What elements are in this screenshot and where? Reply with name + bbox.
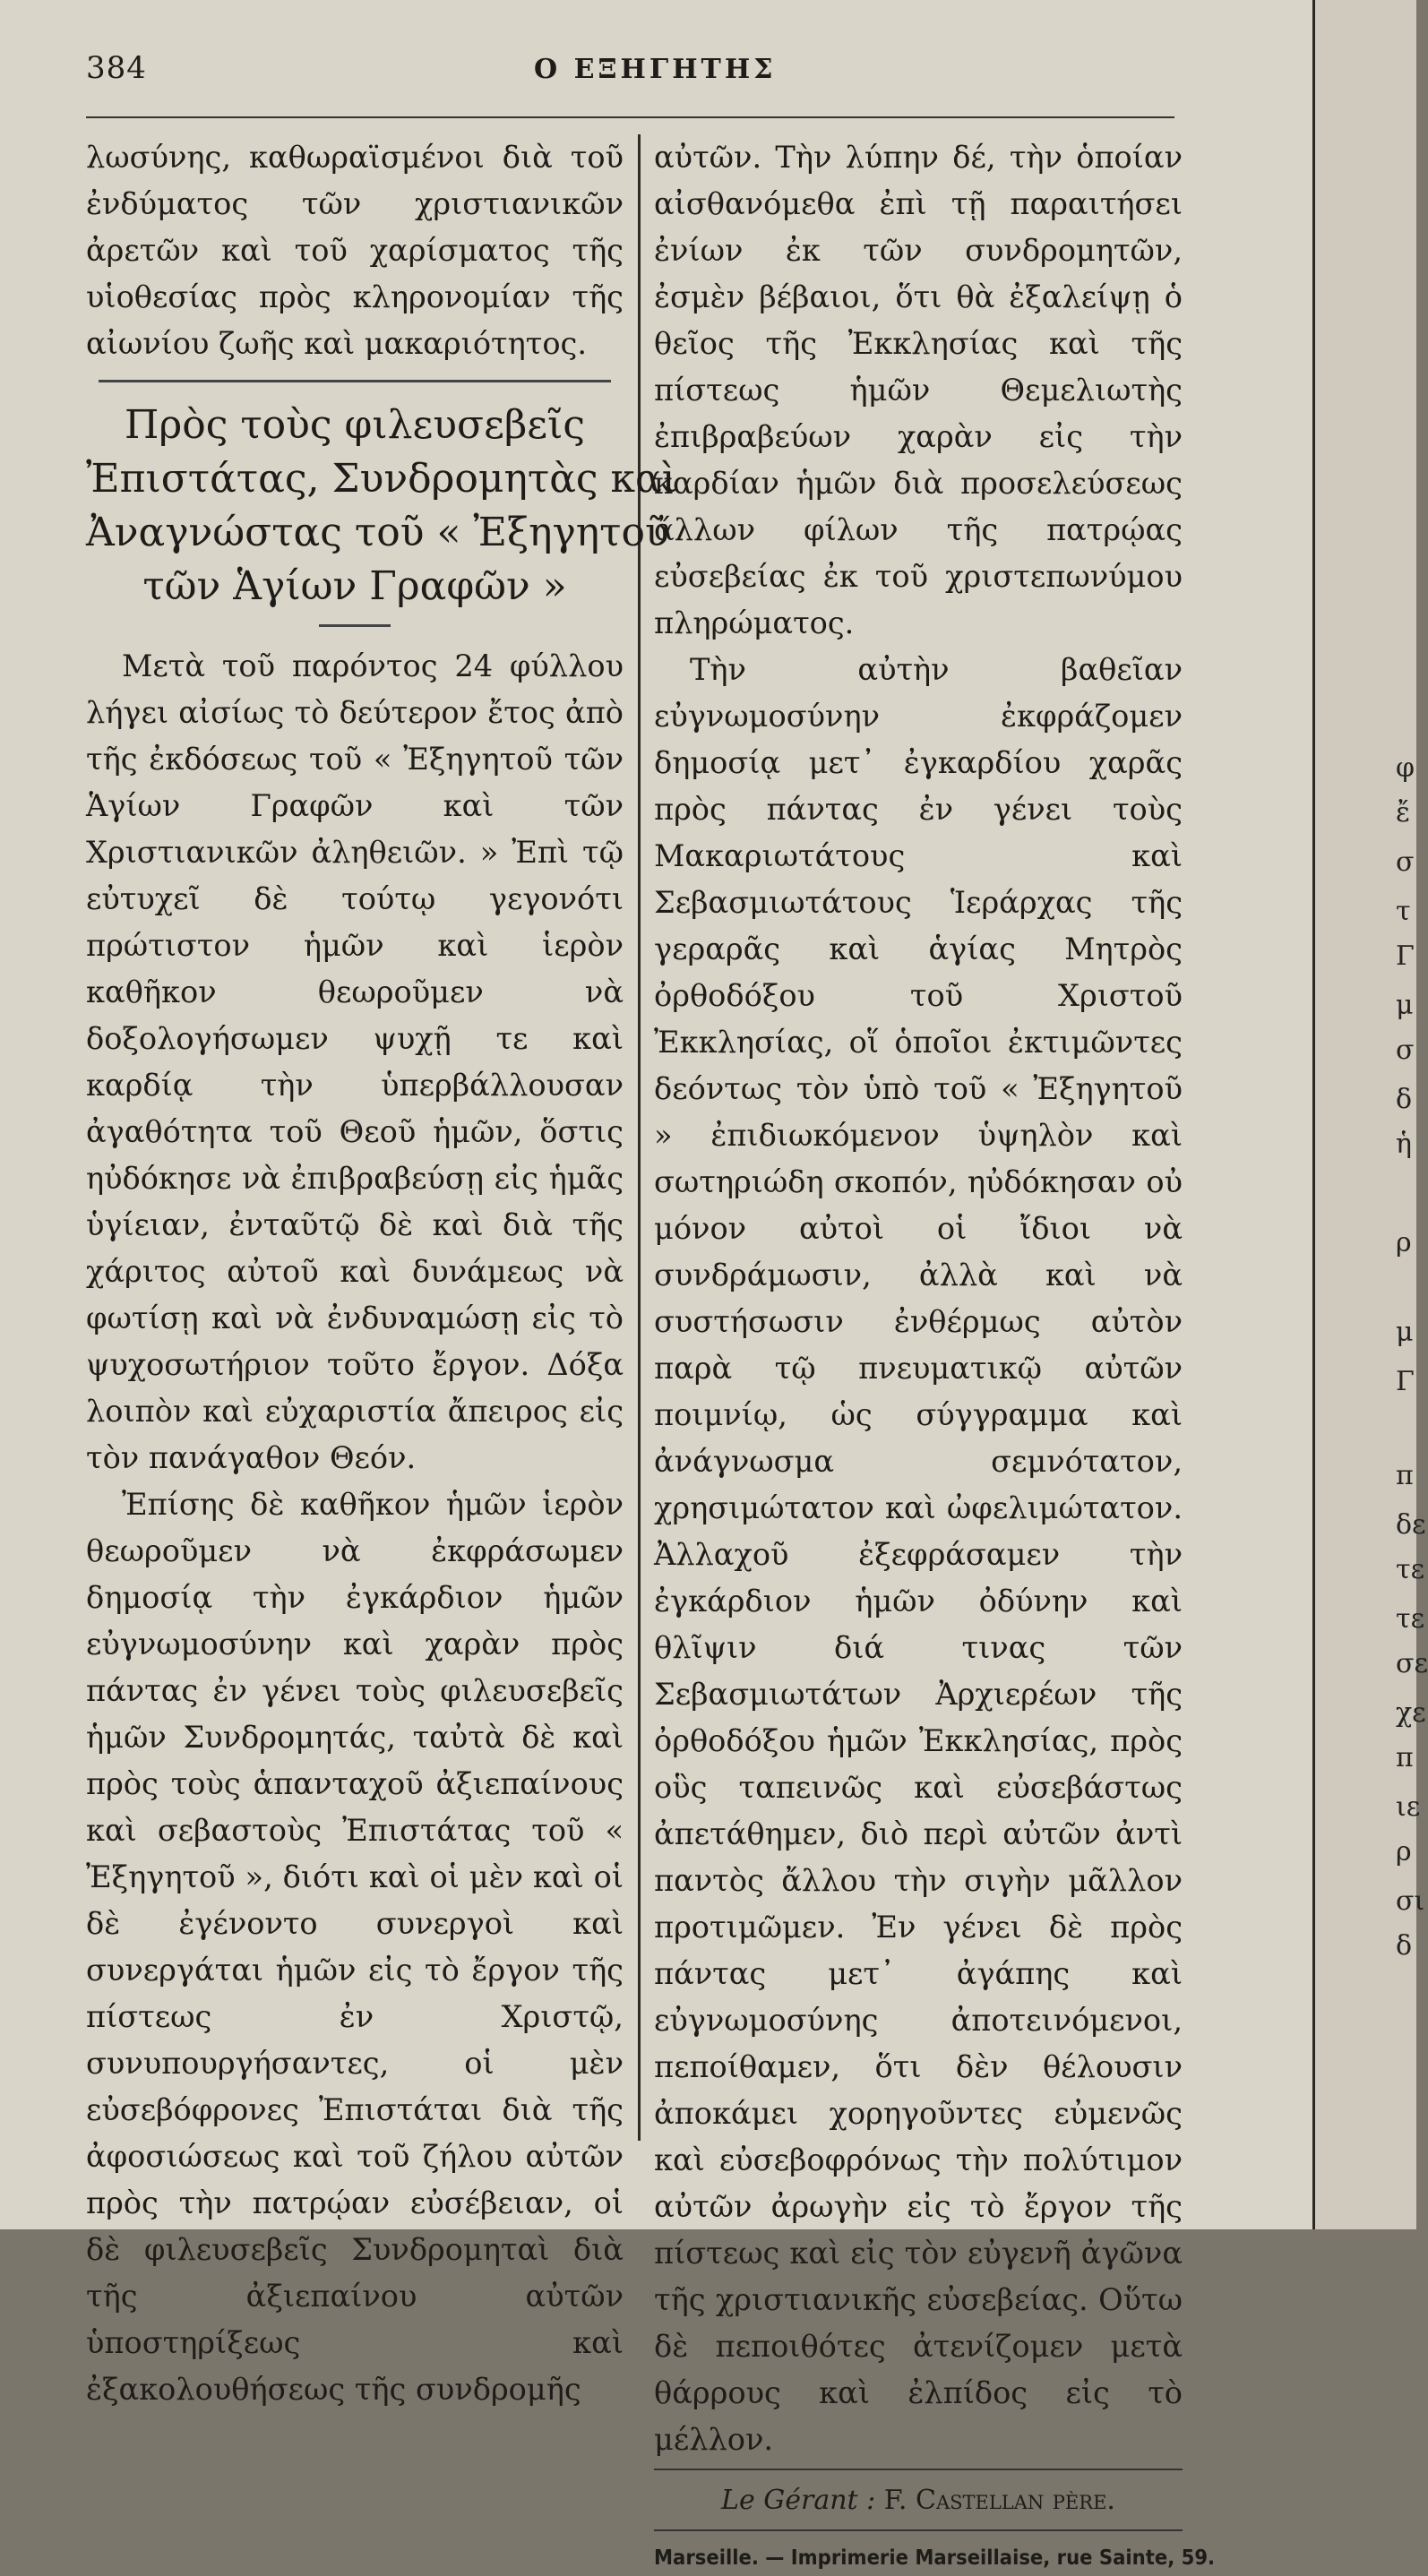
- edge-glyph: δ: [1396, 1084, 1413, 1115]
- left-column: [86, 134, 678, 2413]
- edge-glyph: Γ: [1396, 1366, 1415, 1397]
- edge-glyph: μ: [1396, 1317, 1414, 1348]
- gerant-label: Le Gérant :: [721, 2485, 876, 2516]
- edge-glyph: ρ: [1396, 1836, 1412, 1868]
- edge-glyph: χε: [1396, 1697, 1426, 1729]
- edge-glyph: τ: [1396, 896, 1411, 927]
- article-paragraph: αὐτῶν. Τὴν λύπην δέ, τὴν ὁποίαν αἰσθανόμεθα ἐπὶ τῇ παραιτήσει ἐνίων ἐκ τῶν συνδρομητῶν, ἐσμὲν βέβαιοι, ὅτι θὰ ἐξαλείψῃ ὁ θεῖος τῆς Ἐκκλησίας καὶ τῆς πίστεως ἡμῶν Θεμελιωτὴς ἐπιβραβεύων χαρὰν εἰς τὴν καρδίαν ἡμῶν διὰ προσελεύσεως ἄλλων φίλων τῆς πατρῴας εὐσεβείας ἐκ τοῦ χριστεπωνύμου πληρώματος.: [654, 140, 1183, 640]
- edge-glyph: δ: [1396, 1930, 1413, 1962]
- edge-glyph: δε: [1396, 1509, 1426, 1541]
- article-paragraph: Τὴν αὐτὴν βαθεῖαν εὐγνωμοσύνην ἐκφράζομεν δημοσίᾳ μετ᾽ ἐγκαρδίου χαρᾶς πρὸς πάντας ἐν γένει τοὺς Μακαριωτάτους καὶ Σεβασμιωτάτους Ἱεράρχας τῆς γεραρᾶς καὶ ἁγίας Μητρὸς ὀρθοδόξου τοῦ Χριστοῦ Ἐκκλησίας, οἵ ὁποῖοι ἐκτιμῶντες δεόντως τὸν ὑπὸ τοῦ « Ἐξηγητοῦ » ἐπιδιωκόμενον ὑψηλὸν καὶ σωτηριώδη σκοπόν, ηὐδόκησαν οὐ μόνον αὐτοὶ οἱ ἴδιοι νὰ συνδράμωσιν, ἀλλὰ καὶ νὰ συστήσωσιν ἐνθέρμως αὐτὸν παρὰ τῷ πνευματικῷ αὐτῶν ποιμνίῳ, ὡς σύγγραμμα καὶ ἀνάγνωσμα σεμνότατον, χρησιμώτατον καὶ ὠφελιμώτατον. Ἀλλαχοῦ ἐξεφράσαμεν τὴν ἐγκάρδιον ἡμῶν ὀδύνην καὶ θλῖψιν διά τινας τῶν Σεβασμιωτάτων Ἀρχιερέων τῆς ὀρθοδόξου ἡμῶν Ἐκκλησίας, πρὸς οὓς ταπεινῶς καὶ εὐσεβάστως ἀπετάθημεν, διὸ περὶ αὐτῶν ἀντὶ παντὸς ἄλλου τὴν σιγὴν μᾶλλον προτιμῶμεν. Ἐν γένει δὲ πρὸς πάντας μετ᾽ ἀγάπης καὶ εὐγνωμοσύνης ἀποτεινόμενοι, πεποίθαμεν, ὅτι δὲν θέλουσιν ἀποκάμει χορηγοῦντες εὐμενῶς καὶ εὐσεβοφρόνως τὴν πολύτιμον αὐτῶν ἀρωγὴν εἰς τὸ ἔργον τῆς πίστεως καὶ εἰς τὸν εὐγενῆ ἀγῶνα τῆς χριστιανικῆς εὐσεβείας. Οὕτω δὲ πεποιθότες ἀτενίζομεν μετὰ θάρρους καὶ ἐλπίδος εἰς τὸ μέλλον.: [654, 652, 1183, 2457]
- right-column: [654, 134, 1216, 2576]
- gerant-name: F. Castellan père.: [883, 2485, 1115, 2516]
- edge-glyph: σ: [1396, 846, 1415, 878]
- imprint-rule: [654, 2529, 1183, 2531]
- edge-glyph: σε: [1396, 1648, 1428, 1679]
- heading-line: Ἐπιστάτας, Συνδρομητὰς καὶ: [86, 456, 678, 502]
- edge-glyph: π: [1396, 1742, 1414, 1773]
- printer-imprint: Marseille. — Imprimerie Marseillaise, rue Sainte, 59.: [654, 2546, 1216, 2570]
- adjacent-page-edge: [1312, 0, 1428, 2229]
- edge-glyph: σι: [1396, 1885, 1425, 1917]
- edge-glyph: τε: [1396, 1603, 1425, 1635]
- page-number: 384: [86, 50, 147, 86]
- heading-line: Ἀναγνώστας τοῦ « Ἐξηγητοῦ: [86, 510, 669, 555]
- edge-glyph: ἡ: [1396, 1129, 1412, 1160]
- article-paragraph: Ἐπίσης δὲ καθῆκον ἡμῶν ἱερὸν θεωροῦμεν νὰ ἐκφράσωμεν δημοσίᾳ τὴν ἐγκάρδιον ἡμῶν εὐγνωμοσύνην καὶ χαρὰν πρὸς πάντας ἐν γένει τοὺς φιλευσεβεῖς ἡμῶν Συνδρομητάς, ταὐτὰ δὲ καὶ πρὸς τοὺς ἁπανταχοῦ ἀξιεπαίνους καὶ σεβαστοὺς Ἐπιστάτας τοῦ « Ἐξηγητοῦ », διότι καὶ οἱ μὲν καὶ οἱ δὲ ἐγένοντο συνεργοὶ καὶ συνεργάται ἡμῶν εἰς τὸ ἔργον τῆς πίστεως ἐν Χριστῷ, συνυπουργήσαντες, οἱ μὲν εὐσεβόφρονες Ἐπιστάται διὰ τῆς ἀφοσιώσεως καὶ τοῦ ζήλου αὐτῶν πρὸς τὴν πατρῴαν εὐσέβειαν, οἱ δὲ φιλευσεβεῖς Συνδρομηταὶ διὰ τῆς ἀξιεπαίνου αὐτῶν ὑποστηρίξεως καὶ ἐξακολουθήσεως τῆς συνδρομῆς: [86, 1487, 624, 2407]
- edge-glyph: σ: [1396, 1035, 1415, 1066]
- heading-ornament: [319, 624, 391, 627]
- heading-line: Πρὸς τοὺς φιλευσεβεῖς: [124, 402, 585, 448]
- header-rule: [86, 116, 1174, 118]
- edge-glyph: Γ: [1396, 940, 1415, 972]
- article-heading: [86, 399, 678, 614]
- edge-glyph: ρ: [1396, 1227, 1412, 1258]
- gerant-rule: [654, 2469, 1183, 2470]
- article-paragraph: Μετὰ τοῦ παρόντος 24 φύλλου λήγει αἰσίως τὸ δεύτερον ἔτος ἀπὸ τῆς ἐκδόσεως τοῦ « Ἐξηγητοῦ τῶν Ἁγίων Γραφῶν καὶ τῶν Χριστιανικῶν ἀληθειῶν. » Ἐπὶ τῷ εὐτυχεῖ δὲ τούτῳ γεγονότι πρώτιστον ἡμῶν καὶ ἱερὸν καθῆκον θεωροῦμεν νὰ δοξολογήσωμεν ψυχῇ τε καὶ καρδίᾳ τὴν ὑπερβάλλουσαν ἀγαθότητα τοῦ Θεοῦ ἡμῶν, ὅστις ηὐδόκησε νὰ ἐπιβραβεύσῃ εἰς ἡμᾶς ὑγίειαν, ἐνταῦτῷ δὲ καὶ διὰ τῆς χάριτος αὐτοῦ καὶ δυνάμεως νὰ φωτίσῃ καὶ νὰ ἐνδυναμώσῃ εἰς τὸ ψυχοσωτήριον τοῦτο ἔργον. Δόξα λοιπὸν καὶ εὐχαριστία ἄπειρος εἰς τὸν πανάγαθον Θεόν.: [86, 648, 624, 1475]
- page-header: [86, 50, 1161, 95]
- column-divider: [638, 134, 641, 2141]
- heading-line: τῶν Ἁγίων Γραφῶν »: [142, 563, 567, 609]
- edge-glyph: τε: [1396, 1554, 1425, 1585]
- edge-glyph: ιε: [1396, 1791, 1421, 1823]
- running-title: Ο ΕΞΗΓΗΤΗΣ: [534, 54, 777, 85]
- section-divider: [99, 380, 611, 382]
- edge-glyph: ἔ: [1396, 797, 1411, 829]
- gerant-line: [654, 2481, 1183, 2520]
- edge-glyph: φ: [1396, 752, 1415, 784]
- edge-glyph: μ: [1396, 990, 1414, 1021]
- edge-glyph: π: [1396, 1460, 1414, 1491]
- intro-paragraph: λωσύνης, καθωραϊσμένοι διὰ τοῦ ἐνδύματος τῶν χριστιανικῶν ἀρετῶν καὶ τοῦ χαρίσματος τῆς υἱοθεσίας πρὸς κληρονομίαν τῆς αἰωνίου ζωῆς καὶ μακαριότητος.: [86, 140, 624, 361]
